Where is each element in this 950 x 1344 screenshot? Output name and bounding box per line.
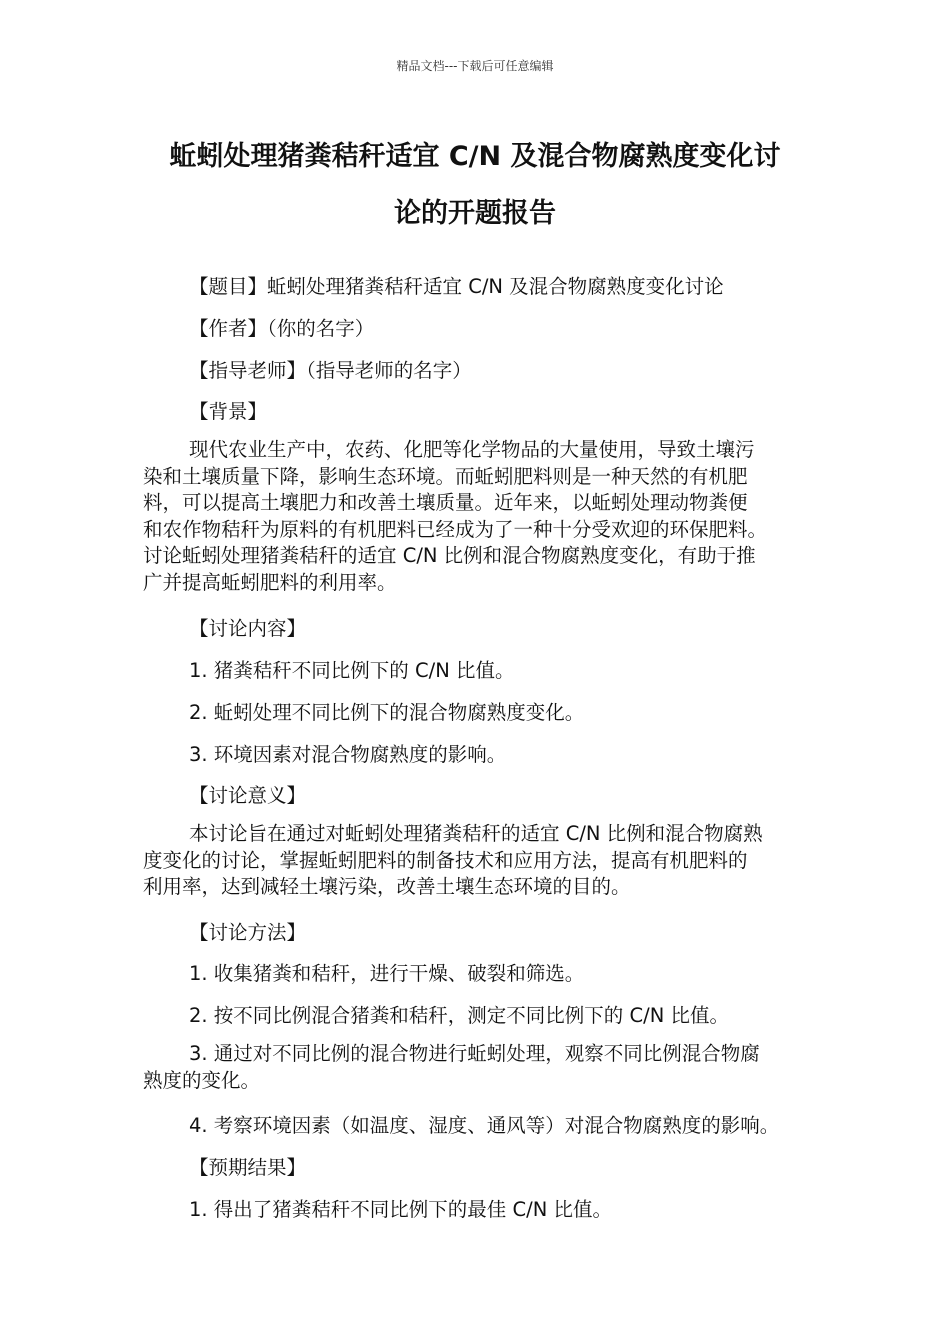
- paragraph-line: 和农作物秸秆为原料的有机肥料已经成为了一种十分受欢迎的环保肥料。: [143, 517, 768, 541]
- title-line-1: 蚯蚓处理猪粪秸秆适宜 C/N 及混合物腐熟度变化讨: [169, 141, 781, 172]
- paragraph-line: 讨论蚯蚓处理猪粪秸秆的适宜 C/N 比例和混合物腐熟度变化，有助于推: [143, 544, 756, 568]
- list-item: 1. 得出了猪粪秸秆不同比例下的最佳 C/N 比值。: [189, 1197, 612, 1221]
- background-paragraph: [143, 433, 807, 608]
- paragraph-line: 熟度的变化。: [143, 1068, 261, 1092]
- paragraph-line: 染和土壤质量下降，影响生态环境。而蚯蚓肥料则是一种天然的有机肥: [143, 464, 748, 488]
- paragraph-line: 现代农业生产中，农药、化肥等化学物品的大量使用，导致土壤污: [189, 438, 755, 462]
- title-line-2: 论的开题报告: [394, 198, 556, 229]
- list-item: 1. 猪粪秸秆不同比例下的 C/N 比值。: [189, 658, 515, 682]
- document-title: [143, 128, 807, 242]
- paragraph-line: 本讨论旨在通过对蚯蚓处理猪粪秸秆的适宜 C/N 比例和混合物腐熟: [189, 822, 763, 846]
- paragraph-line: 广并提高蚯蚓肥料的利用率。: [143, 570, 397, 594]
- paragraph-line: 3. 通过对不同比例的混合物进行蚯蚓处理，观察不同比例混合物腐: [189, 1042, 760, 1066]
- page-header: 精品文档---下载后可任意编辑: [396, 59, 554, 73]
- paragraph-line: 料，可以提高土壤肥力和改善土壤质量。近年来，以蚯蚓处理动物粪便: [143, 491, 748, 515]
- results-heading: 【预期结果】: [189, 1155, 307, 1179]
- advisor-field: 【指导老师】（指导老师的名字）: [189, 358, 472, 382]
- list-item: 3. 环境因素对混合物腐熟度的影响。: [189, 742, 507, 766]
- significance-heading: 【讨论意义】: [189, 784, 307, 808]
- list-item: 1. 收集猪粪和秸秆，进行干燥、破裂和筛选。: [189, 962, 585, 986]
- list-item: 2. 蚯蚓处理不同比例下的混合物腐熟度变化。: [189, 700, 585, 724]
- author-field: 【作者】（你的名字）: [189, 316, 375, 340]
- paragraph-line: 度变化的讨论，掌握蚯蚓肥料的制备技术和应用方法，提高有机肥料的: [143, 848, 748, 872]
- background-heading: 【背景】: [189, 400, 268, 424]
- paragraph-line: 利用率，达到减轻土壤污染，改善土壤生态环境的目的。: [143, 875, 631, 899]
- list-item: 4. 考察环境因素（如温度、湿度、通风等）对混合物腐熟度的影响。: [189, 1114, 780, 1138]
- significance-paragraph: [143, 817, 807, 912]
- list-item: 2. 按不同比例混合猪粪和秸秆，测定不同比例下的 C/N 比值。: [189, 1004, 729, 1028]
- methods-heading: 【讨论方法】: [189, 920, 307, 944]
- list-item-multiline: [143, 1037, 807, 1105]
- content-heading: 【讨论内容】: [189, 617, 307, 641]
- document-body: [143, 266, 807, 1230]
- topic-field: 【题目】蚯蚓处理猪粪秸秆适宜 C/N 及混合物腐熟度变化讨论: [189, 275, 724, 298]
